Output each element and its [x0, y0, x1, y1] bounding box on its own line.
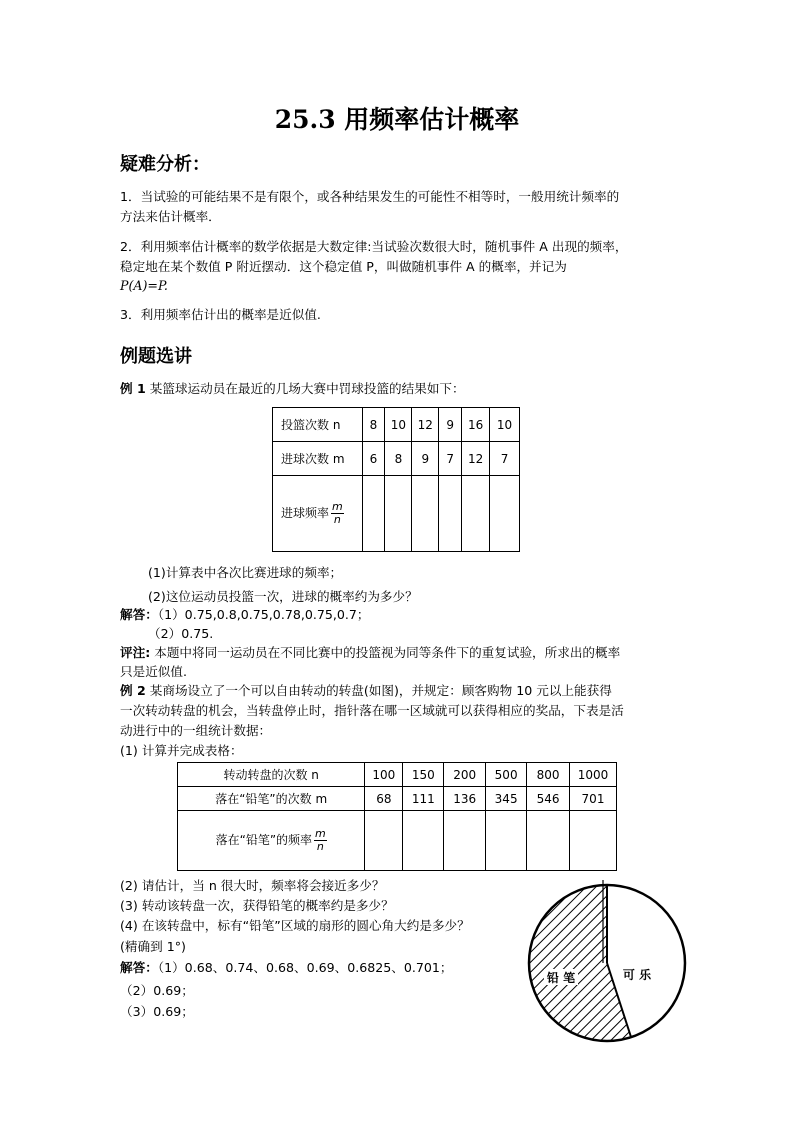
example-2-intro-line-2: 一次转动转盘的机会，当转盘停止时，指针落在哪一区域就可以获得相应的奖品，下表是活 [120, 703, 624, 718]
example-1-comment-line-1 [120, 643, 620, 662]
example-2-intro-line-1 [120, 681, 612, 700]
fraction [331, 501, 344, 526]
table-cell: 12 [462, 442, 490, 476]
table-cell: 16 [462, 408, 490, 442]
table-header-cell: 进球次数 m [273, 442, 363, 476]
example-2-intro-line-3: 动进行中的一组统计数据： [120, 723, 272, 738]
table-cell: 136 [444, 787, 486, 811]
example-1-intro [120, 379, 465, 398]
table-cell-empty [527, 811, 570, 871]
frequency-label: 进球频率 [281, 506, 330, 520]
answer-text: （1）0.75,0.8,0.75,0.78,0.75,0.7； [157, 607, 370, 622]
table-row [178, 787, 617, 811]
table-header-cell [178, 811, 365, 871]
table-cell-empty [462, 476, 490, 552]
analysis-heading: 疑难分析： [120, 154, 210, 175]
spinner-diagram [525, 878, 690, 1048]
table-cell: 500 [486, 763, 527, 787]
example-2-answer-line-2: （2）0.69； [120, 983, 194, 998]
table-cell: 6 [362, 442, 385, 476]
table-cell: 12 [412, 408, 439, 442]
table-cell-empty [362, 476, 385, 552]
table-cell: 68 [365, 787, 403, 811]
analysis-point-3: 3．利用频率估计出的概率是近似值. [120, 307, 321, 322]
example-2-table [177, 762, 617, 871]
fraction-denominator: n [316, 840, 324, 853]
example-1-text: 某篮球运动员在最近的几场大赛中罚球投篮的结果如下： [145, 381, 465, 396]
table-row [273, 476, 520, 552]
analysis-point-2-line-2: 稳定地在某个数值 P 附近摆动．这个稳定值 P，叫做随机事件 A 的概率，并记为 [120, 259, 567, 274]
table-cell-empty [385, 476, 412, 552]
example-1-answer-line-2: （2）0.75. [148, 626, 214, 641]
fraction-numerator: m [332, 500, 343, 513]
table-cell-empty [486, 811, 527, 871]
example-2-question-4: (4) 在该转盘中，标有“铅笔”区域的扇形的圆心角大约是多少？ [120, 918, 470, 933]
table-header-cell: 落在“铅笔”的次数 m [178, 787, 365, 811]
table-cell: 7 [490, 442, 520, 476]
example-1-answer-line-1 [120, 605, 370, 624]
example-1-question-1: (1)计算表中各次比赛进球的频率； [148, 565, 343, 580]
table-cell: 10 [490, 408, 520, 442]
example-1-comment-line-2: 只是近似值. [120, 664, 187, 679]
cola-label: 可 乐 [622, 968, 652, 982]
table-cell: 1000 [570, 763, 617, 787]
table-row [178, 811, 617, 871]
table-cell: 8 [385, 442, 412, 476]
example-2-text: 某商场设立了一个可以自由转动的转盘(如图)，并规定：顾客购物 10 元以上能获得 [145, 683, 612, 698]
table-cell-empty [403, 811, 444, 871]
table-cell: 10 [385, 408, 412, 442]
table-cell: 8 [362, 408, 385, 442]
table-cell: 9 [412, 442, 439, 476]
answer-label: 解答： [120, 607, 158, 622]
example-2-answer-line-3: （3）0.69； [120, 1004, 194, 1019]
table-cell: 9 [439, 408, 462, 442]
example-2-label: 例 2 [120, 683, 146, 698]
fraction-denominator: n [333, 513, 341, 526]
table-header-cell: 投篮次数 n [273, 408, 363, 442]
examples-heading: 例题选讲 [120, 346, 192, 367]
fraction [314, 828, 327, 853]
analysis-point-2-line-3: P(A)=P. [120, 278, 168, 293]
table-cell: 800 [527, 763, 570, 787]
table-cell-empty [365, 811, 403, 871]
table-cell: 150 [403, 763, 444, 787]
example-2-question-3: (3) 转动该转盘一次，获得铅笔的概率约是多少？ [120, 898, 394, 913]
comment-label: 评注: [120, 645, 151, 660]
table-cell-empty [439, 476, 462, 552]
table-cell-empty [444, 811, 486, 871]
table-cell: 345 [486, 787, 527, 811]
frequency-label: 落在“铅笔”的频率 [215, 833, 313, 847]
table-row [273, 442, 520, 476]
analysis-point-2-line-1: 2．利用频率估计概率的数学依据是大数定律:当试验次数很大时，随机事件 A 出现的频率， [120, 239, 628, 254]
example-2-question-1: (1) 计算并完成表格： [120, 743, 243, 758]
table-row [273, 408, 520, 442]
table-cell-empty [490, 476, 520, 552]
example-2-answer-line-1 [120, 958, 453, 977]
example-2-question-4-note: (精确到 1°) [120, 939, 186, 954]
pencil-label: 铅 笔 [546, 971, 576, 985]
table-cell-empty [570, 811, 617, 871]
example-1-table [272, 407, 520, 552]
answer-label: 解答： [120, 960, 158, 975]
table-cell: 701 [570, 787, 617, 811]
table-cell: 100 [365, 763, 403, 787]
table-header-cell [273, 476, 363, 552]
example-2-question-2: (2) 请估计，当 n 很大时，频率将会接近多少？ [120, 878, 385, 893]
table-header-cell: 转动转盘的次数 n [178, 763, 365, 787]
table-cell: 7 [439, 442, 462, 476]
table-cell: 111 [403, 787, 444, 811]
table-cell: 200 [444, 763, 486, 787]
analysis-point-1-line-1: 1．当试验的可能结果不是有限个，或各种结果发生的可能性不相等时，一般用统计频率的 [120, 189, 620, 204]
page-title: 25.3 用频率估计概率 [274, 105, 520, 134]
comment-text: 本题中将同一运动员在不同比赛中的投篮视为同等条件下的重复试验，所求出的概率 [150, 645, 621, 660]
answer-text: （1）0.68、0.74、0.68、0.69、0.6825、0.701； [157, 960, 453, 975]
fraction-numerator: m [315, 827, 326, 840]
example-1-question-2: (2)这位运动员投篮一次，进球的概率约为多少？ [148, 589, 418, 604]
table-cell: 546 [527, 787, 570, 811]
analysis-point-1-line-2: 方法来估计概率． [120, 209, 221, 224]
example-1-label: 例 1 [120, 381, 146, 396]
table-cell-empty [412, 476, 439, 552]
table-row [178, 763, 617, 787]
pencil-sector [528, 885, 631, 1041]
